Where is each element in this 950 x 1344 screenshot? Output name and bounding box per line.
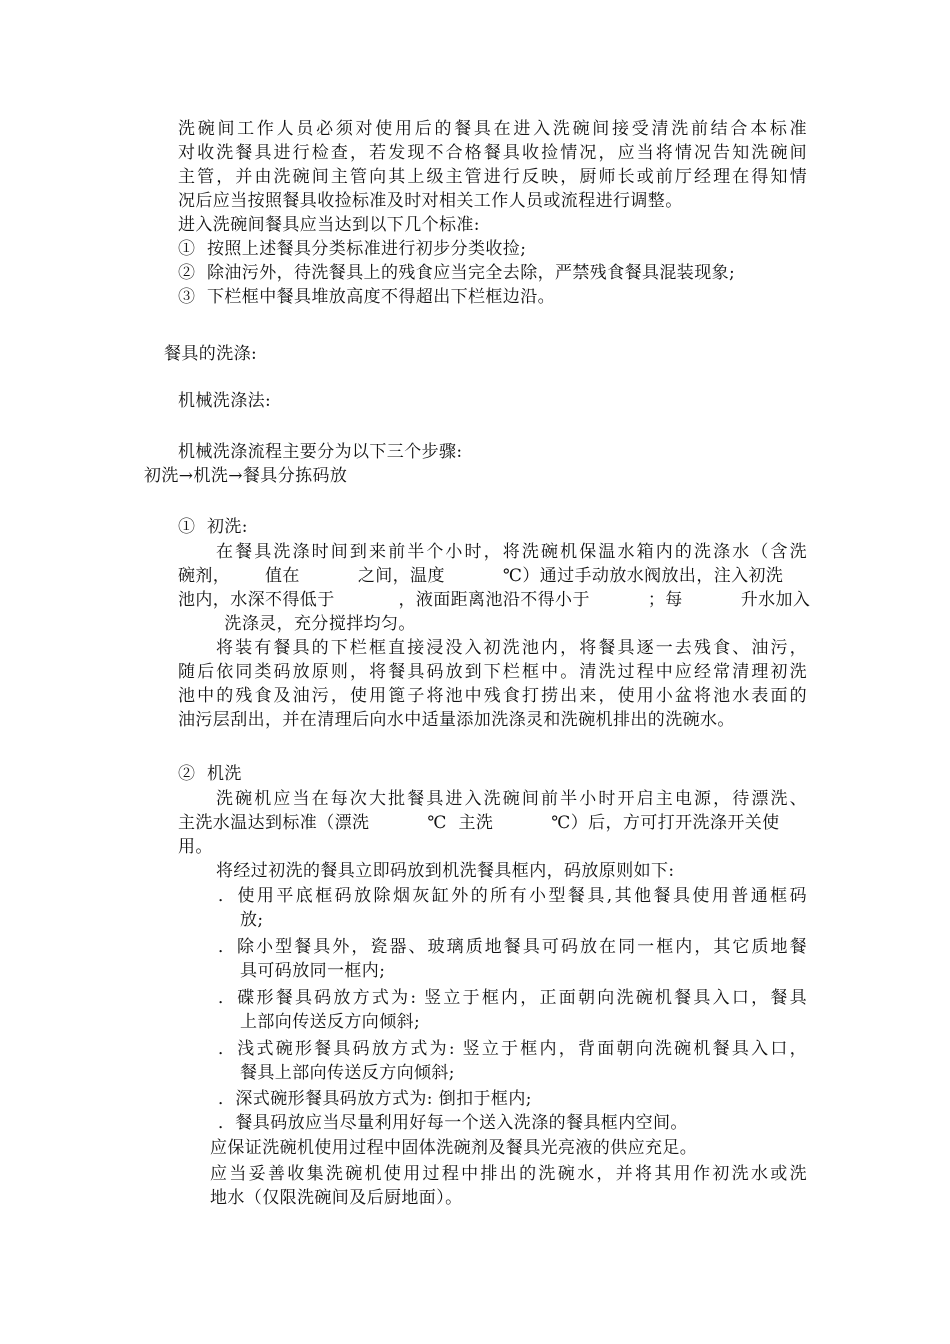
prewash-line: 洗涤灵，充分搅拌均匀。	[178, 614, 416, 634]
rule-item: ．碟形餐具码放方式为: 竖立于框内，正面朝向洗碗机餐具入口，餐具	[218, 988, 807, 1008]
rule-item: ．浅式碗形餐具码放方式为: 竖立于框内，背面朝向洗碗机餐具入口，	[218, 1039, 807, 1059]
prewash-line: 在餐具洗涤时间到来前半个小时，将洗碗机保温水箱内的洗涤水（含洗	[216, 542, 807, 562]
rule-item: ．除小型餐具外，瓷器、玻璃质地餐具可码放在同一框内，其它质地餐	[218, 937, 807, 957]
intro-line: 主管，并由洗碗间主管向其上级主管进行反映，厨师长或前厅经理在得知情	[178, 167, 807, 187]
rule-item-continuation: 放;	[240, 910, 264, 930]
collect-note: 应当妥善收集洗碗机使用过程中排出的洗碗水，并将其用作初洗水或洗	[210, 1164, 807, 1184]
machinewash-title: ② 机洗	[178, 764, 242, 784]
steps-intro: 机械洗涤流程主要分为以下三个步骤:	[178, 442, 463, 462]
intro-line: 洗碗间工作人员必须对使用后的餐具在进入洗碗间接受清洗前结合本标准	[178, 119, 807, 139]
rule-item-continuation: 上部向传送反方向倾斜;	[240, 1012, 421, 1032]
supply-note: 应保证洗碗机使用过程中固体洗碗剂及餐具光亮液的供应充足。	[210, 1138, 698, 1158]
machinewash-line: 洗碗机应当在每次大批餐具进入洗碗间前半小时开启主电源，待漂洗、	[216, 789, 807, 809]
prewash-line: 油污层刮出，并在清理后向水中适量添加洗涤灵和洗碗机排出的洗碗水。	[178, 710, 735, 730]
rule-item: ．使用平底框码放除烟灰缸外的所有小型餐具,其他餐具使用普通框码	[218, 886, 807, 906]
collect-note: 地水（仅限洗碗间及后厨地面）。	[210, 1188, 463, 1208]
prewash-line: 随后依同类码放原则，将餐具码放到下栏框中。清洗过程中应经常清理初洗	[178, 662, 807, 682]
rule-item: ．餐具码放应当尽量利用好每一个送入洗涤的餐具框内空间。	[218, 1113, 688, 1133]
section-heading-mechanical: 机械洗涤法:	[178, 391, 272, 411]
machinewash-line: 用。	[178, 837, 213, 857]
process-flow: 初洗→机洗→餐具分拣码放	[144, 466, 348, 486]
rule-item: ．深式碗形餐具码放方式为: 倒扣于框内;	[218, 1089, 532, 1109]
section-heading-washing: 餐具的洗涤:	[164, 344, 258, 364]
machinewash-line: 主洗水温达到标准（漂洗 ℃ 主洗 ℃）后，方可打开洗涤开关使	[178, 813, 780, 833]
prewash-line: 池中的残食及油污，使用篦子将池中残食打捞出来，使用小盆将池水表面的	[178, 686, 807, 706]
prewash-title: ① 初洗:	[178, 517, 248, 537]
standard-item: ② 除油污外，待洗餐具上的残食应当完全去除，严禁残食餐具混装现象;	[178, 263, 736, 283]
rules-intro: 将经过初洗的餐具立即码放到机洗餐具框内，码放原则如下:	[216, 861, 675, 881]
intro-line: 对收洗餐具进行检查，若发现不合格餐具收捡情况，应当将情况告知洗碗间	[178, 143, 807, 163]
prewash-line: 池内，水深不得低于 ，液面距离池沿不得小于 ；每 升水加入	[178, 590, 811, 610]
intro-line: 况后应当按照餐具收捡标准及时对相关工作人员或流程进行调整。	[178, 191, 683, 211]
rule-item-continuation: 具可码放同一框内;	[240, 961, 386, 981]
prewash-line: 碗剂， 值在 之间，温度 ℃）通过手动放水阀放出，注入初洗	[178, 566, 784, 586]
standard-item: ① 按照上述餐具分类标准进行初步分类收捡;	[178, 239, 527, 259]
standards-heading: 进入洗碗间餐具应当达到以下几个标准:	[178, 215, 480, 235]
standard-item: ③ 下栏框中餐具堆放高度不得超出下栏框边沿。	[178, 287, 556, 307]
prewash-line: 将装有餐具的下栏框直接浸没入初洗池内，将餐具逐一去残食、油污，	[216, 638, 807, 658]
rule-item-continuation: 餐具上部向传送反方向倾斜;	[240, 1063, 455, 1083]
